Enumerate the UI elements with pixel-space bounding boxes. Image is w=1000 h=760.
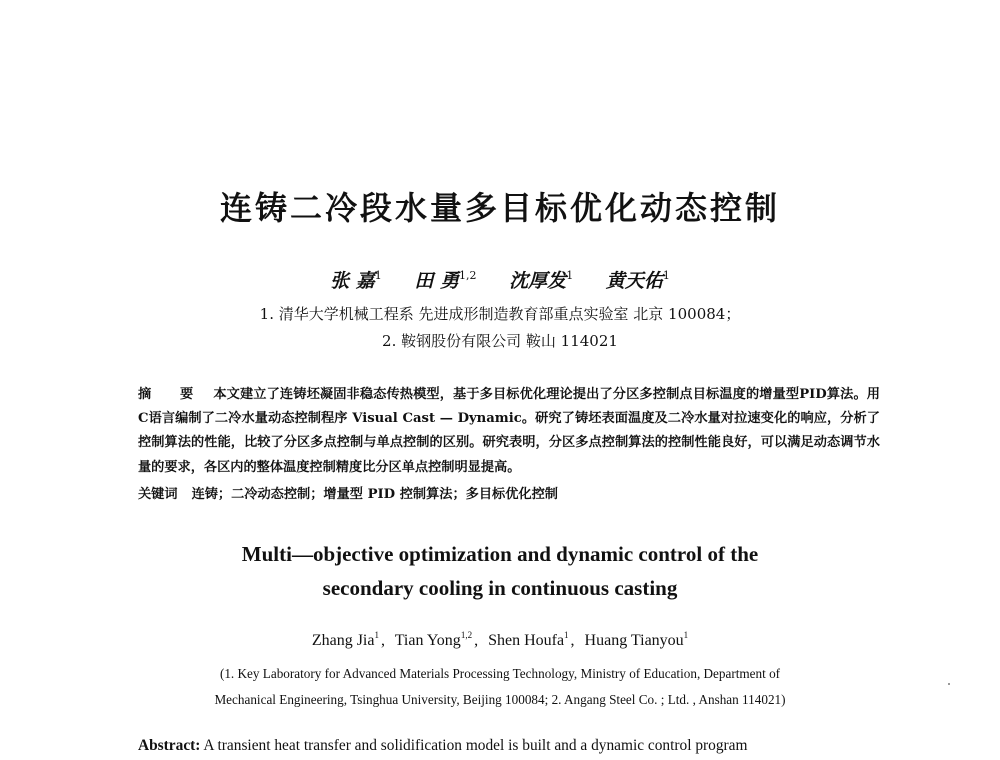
english-affiliation-line-1: (1. Key Laboratory for Advanced Materials Processing Technology, Ministry of Education, Department of: [219, 666, 781, 681]
author-name: 张 嘉: [330, 270, 375, 292]
author-affiliation-mark: 1: [662, 269, 670, 282]
chinese-author: [414, 270, 476, 292]
abstract-body: A transient heat transfer and solidification model is built and a dynamic control program: [200, 737, 748, 754]
english-author: [312, 632, 379, 649]
chinese-author: [330, 270, 382, 292]
author-affiliation-mark: 1: [683, 630, 689, 640]
author-name: 黄天佑: [605, 270, 663, 292]
english-affiliation: [0, 661, 1000, 713]
author-affiliation-mark: 1,2: [460, 630, 473, 640]
author-name: Shen Houfa: [488, 632, 565, 649]
abstract-label: 摘 要: [138, 387, 206, 402]
chinese-author: [509, 270, 573, 292]
english-title-line-1: Multi—objective optimization and dynamic control of the: [241, 542, 759, 566]
english-affiliation-line-2: Mechanical Engineering, Tsinghua University, Beijing 100084; 2. Angang Steel Co. ; Ltd. , Anshan 114021): [214, 692, 786, 707]
author-separator: ,: [380, 632, 385, 649]
chinese-abstract: [138, 383, 880, 480]
chinese-affiliation-2: 2. 鞍钢股份有限公司 鞍山 114021: [382, 332, 618, 350]
english-author: [585, 632, 689, 649]
english-author: [395, 632, 472, 649]
author-affiliation-mark: 1,2: [459, 269, 477, 282]
chinese-title: 连铸二冷段水量多目标优化动态控制: [219, 189, 780, 227]
author-affiliation-mark: 1: [566, 269, 574, 282]
author-name: 沈厚发: [509, 270, 567, 292]
author-name: 田 勇: [414, 270, 460, 292]
author-affiliation-mark: 1: [564, 630, 569, 640]
english-title: [0, 537, 1000, 605]
chinese-author: [606, 270, 670, 292]
author-separator: ,: [474, 632, 479, 649]
chinese-author-list: [0, 268, 1000, 294]
abstract-body: 本文建立了连铸坯凝固非稳态传热模型，基于多目标优化理论提出了分区多控制点目标温度的增量型PID算法。用C语言编制了二冷水量动态控制程序 Visual Cast — Dynamic。研究了铸坯表面温度及二冷水量对拉速变化的响应，分析了控制算法的性能，比较了分区多点控制与单点控制的区别。研究表明，分区多点控制算法的控制性能良好，可以满足动态调节水量的要求，各区内的整体温度控制精度比分区单点控制明显提高。: [138, 387, 880, 475]
author-separator: ,: [570, 632, 575, 649]
english-author-list: [0, 630, 1000, 652]
english-abstract: [138, 735, 898, 757]
author-name: Huang Tianyou: [584, 632, 684, 649]
author-name: Tian Yong: [394, 632, 461, 649]
abstract-label: Abstract:: [138, 737, 201, 754]
author-affiliation-mark: 1: [374, 630, 379, 640]
scan-speck: [948, 683, 950, 685]
chinese-keywords: [138, 483, 880, 507]
chinese-affiliation-1: 1. 清华大学机械工程系 先进成形制造教育部重点实验室 北京 100084；: [259, 305, 741, 323]
keywords-label: 关键词: [138, 487, 178, 502]
english-author: [488, 632, 568, 649]
english-title-line-2: secondary cooling in continuous casting: [322, 576, 678, 600]
author-name: Zhang Jia: [311, 632, 375, 649]
author-affiliation-mark: 1: [374, 269, 382, 282]
keywords-body: 连铸；二冷动态控制；增量型 PID 控制算法；多目标优化控制: [191, 487, 558, 502]
